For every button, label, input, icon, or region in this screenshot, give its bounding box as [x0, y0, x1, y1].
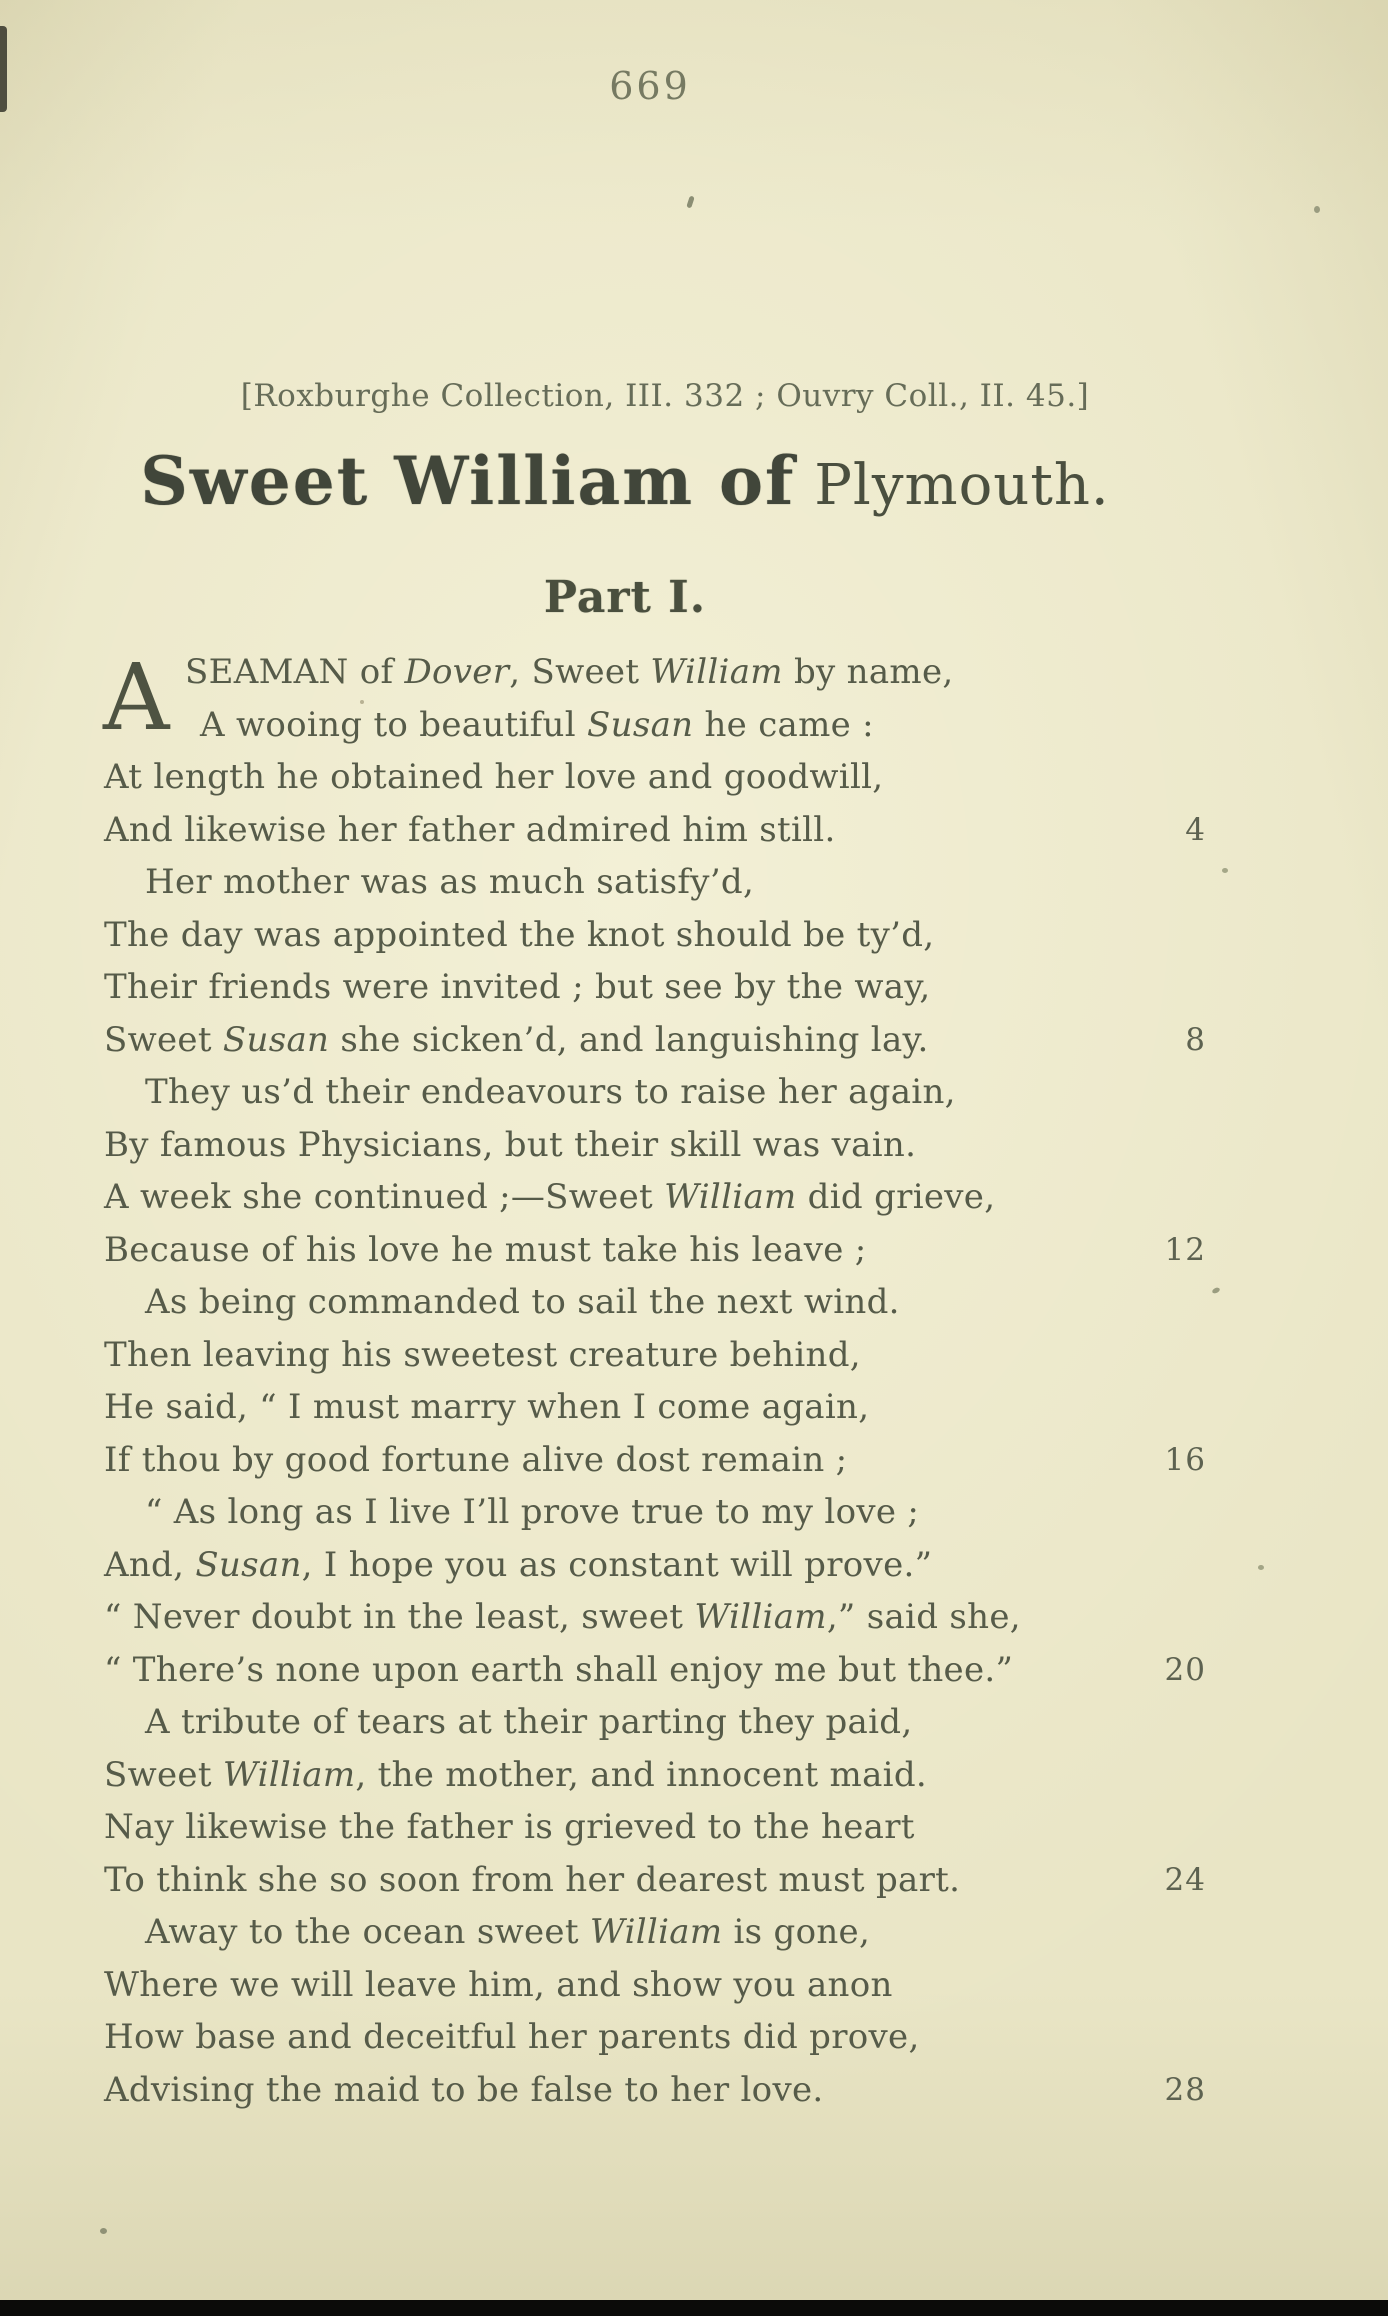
poem-text: They us’d their endeavours to raise her again, — [145, 1072, 956, 1112]
poem-line — [104, 1066, 1216, 1119]
poem-text: If thou by good fortune alive dost remain ; — [104, 1439, 848, 1480]
poem-line — [104, 699, 1216, 752]
poem-text: she sicken’d, and languishing lay. — [329, 1019, 929, 1060]
line-number: 28 — [1164, 2071, 1206, 2108]
poem-text: Sweet — [104, 1019, 223, 1060]
poem-line — [104, 1329, 1216, 1382]
poem-text-italic: Susan — [222, 1019, 330, 1060]
poem-line — [104, 1854, 1216, 1907]
drop-cap-initial: A — [103, 644, 170, 751]
poem-text: , the mother, and innocent maid. — [355, 1754, 927, 1795]
line-number: 20 — [1164, 1651, 1206, 1688]
ballad-title-roman: Plymouth. — [795, 453, 1110, 518]
poem-line — [104, 1276, 1216, 1329]
poem-line — [104, 1906, 1216, 1959]
poem-line — [104, 1381, 1216, 1434]
line-number: 16 — [1164, 1441, 1206, 1478]
poem-text: By famous Physicians, but their skill was vain. — [104, 1124, 917, 1165]
poem-line — [104, 1434, 1216, 1487]
poem-text: Nay likewise the father is grieved to the heart — [104, 1807, 915, 1847]
poem-text: Sweet — [104, 1754, 223, 1795]
poem-line — [104, 751, 1216, 804]
poem-text: SEAMAN of — [185, 652, 405, 692]
poem-text-italic: William — [222, 1754, 356, 1795]
poem-line — [104, 1119, 1216, 1172]
poem-line — [104, 646, 1216, 699]
poem-text-italic: William — [650, 652, 783, 692]
poem-text: “ As long as I live I’ll prove true to my love ; — [145, 1492, 920, 1532]
poem-text: Advising the maid to be false to her love. — [104, 2069, 824, 2110]
scan-edge-bar — [0, 2300, 1388, 2316]
poem-text: A tribute of tears at their parting they paid, — [145, 1702, 913, 1742]
scan-artifact — [100, 2228, 107, 2234]
poem-text: “ Never doubt in the least, sweet — [104, 1597, 695, 1637]
poem-text-italic: Susan — [587, 704, 694, 745]
line-number: 8 — [1185, 1021, 1206, 1058]
poem-line — [104, 2064, 1216, 2117]
poem-text-italic: William — [694, 1597, 827, 1637]
poem-text: At length he obtained her love and goodwill, — [104, 757, 884, 797]
poem-text: by name, — [782, 652, 954, 692]
poem-text: And, — [104, 1544, 196, 1585]
scan-artifact — [1222, 868, 1228, 873]
collection-reference: [Roxburghe Collection, III. 332 ; Ouvry Coll., II. 45.] — [240, 378, 1090, 414]
poem-text: is gone, — [722, 1912, 871, 1952]
poem-text: A week she continued ;—Sweet — [104, 1177, 665, 1217]
poem-text: The day was appointed the knot should be ty’d, — [104, 914, 935, 955]
poem-text: Because of his love he must take his leave ; — [104, 1229, 867, 1270]
poem-line — [104, 1644, 1216, 1697]
poem-text: Her mother was as much satisfy’d, — [145, 862, 755, 902]
poem-line — [104, 1171, 1216, 1224]
poem-line — [104, 1591, 1216, 1644]
line-number: 4 — [1185, 811, 1206, 848]
poem-line — [104, 804, 1216, 857]
page-number: 669 — [609, 64, 691, 108]
poem-text: As being commanded to sail the next wind. — [145, 1282, 900, 1322]
poem-line — [104, 1539, 1216, 1592]
poem-text: , I hope you as constant will prove.” — [301, 1544, 933, 1585]
poem-body — [104, 646, 1216, 2116]
poem-text: ,” said she, — [826, 1597, 1021, 1637]
line-number: 12 — [1164, 1231, 1206, 1268]
poem-text: He said, “ I must marry when I come again, — [104, 1387, 870, 1427]
poem-text-italic: William — [664, 1177, 797, 1217]
poem-text-italic: Susan — [195, 1544, 302, 1585]
poem-line — [104, 1696, 1216, 1749]
poem-text: To think she so soon from her dearest must part. — [104, 1859, 961, 1900]
poem-text: Their friends were invited ; but see by the way, — [104, 967, 931, 1007]
poem-text-italic: Dover — [404, 652, 510, 692]
poem-text: “ There’s none upon earth shall enjoy me but thee.” — [104, 1649, 1014, 1690]
poem-text: he came : — [693, 704, 874, 745]
poem-line — [104, 961, 1216, 1014]
poem-line — [104, 1014, 1216, 1067]
scan-artifact — [360, 700, 364, 704]
poem-text: Away to the ocean sweet — [145, 1912, 590, 1952]
poem-line — [104, 909, 1216, 962]
part-heading: Part I. — [543, 572, 707, 623]
poem-text: And likewise her father admired him still. — [104, 809, 836, 850]
poem-text-italic: William — [589, 1912, 723, 1952]
poem-line — [104, 1224, 1216, 1277]
poem-line — [104, 1959, 1216, 2012]
poem-line — [104, 1486, 1216, 1539]
poem-text: A wooing to beautiful — [200, 704, 588, 745]
poem-text: Where we will leave him, and show you anon — [104, 1964, 893, 2005]
ballad-title — [0, 442, 1250, 520]
ballad-title-blackletter: Sweet William of — [140, 442, 796, 520]
scan-artifact — [1314, 206, 1320, 213]
poem-text: Then leaving his sweetest creature behind, — [104, 1334, 861, 1375]
poem-text: did grieve, — [796, 1177, 996, 1217]
poem-line — [104, 1749, 1216, 1802]
poem-line — [104, 2011, 1216, 2064]
poem-line — [104, 856, 1216, 909]
line-number: 24 — [1164, 1861, 1206, 1898]
poem-text: , Sweet — [509, 652, 651, 692]
scan-artifact — [1258, 1565, 1264, 1570]
poem-text: How base and deceitful her parents did prove, — [104, 2017, 920, 2057]
scan-artifact — [686, 196, 694, 209]
poem-line — [104, 1801, 1216, 1854]
